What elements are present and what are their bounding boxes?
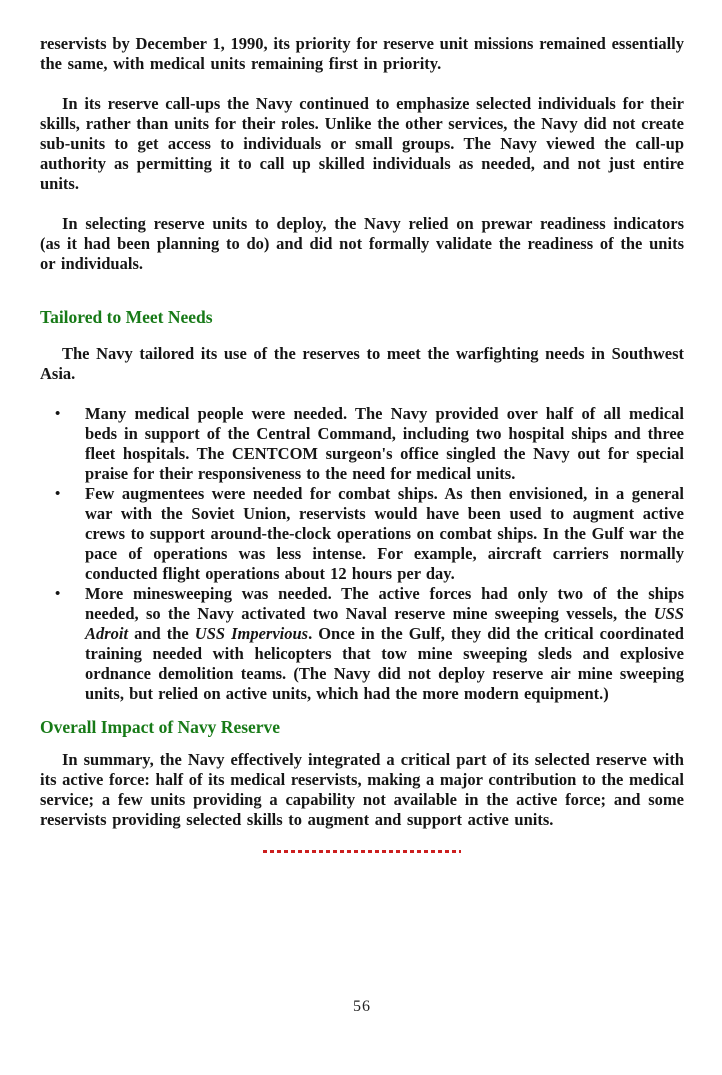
page-number: 56 xyxy=(353,998,371,1015)
bullet-text-medical: Many medical people were needed. The Navy provided over half of all medical beds in support of the Central Command, including two hospital ships and three fleet hospitals. The CENTCOM surgeon's office singled the Navy out for special praise for their responsiveness to the need for medical units. xyxy=(85,404,684,483)
dashed-separator xyxy=(263,850,461,853)
bullet-text-augmentees: Few augmentees were needed for combat ships. As then envisioned, in a general war with the Soviet Union, reservists would have been used to augment active crews to support around-the-clock operations on combat ships. In the Gulf war the pace of operations was less intense. For example, aircraft carriers normally conducted flight operations about 12 hours per day. xyxy=(85,484,684,583)
bullet-icon: • xyxy=(55,406,61,422)
section-heading-tailored: Tailored to Meet Needs xyxy=(40,307,213,327)
paragraph-call-ups: In its reserve call-ups the Navy continued to emphasize selected individuals for their skills, rather than units for their roles. Unlike the other services, the Navy did not create sub-units to get access to individuals or small groups. The Navy viewed the call-up authority as permitting it to call up skilled individuals as needed, and not just entire units. xyxy=(40,94,684,193)
bullet-list xyxy=(55,404,684,704)
bullet-icon: • xyxy=(55,586,61,602)
bullet-text-minesweeping: More minesweeping was needed. The active forces had only two of the ships needed, so the Navy activated two Naval reserve mine sweeping vessels, the USS Adroit and the USS Impervious. Once in the Gulf, they did the critical coordinated training needed with helicopters that tow mine sweeping sleds and explosive ordnance demolition teams. (The Navy did not deploy reserve air mine sweeping units, but relied on active units, which had the more modern equipment.) xyxy=(85,584,684,703)
section-heading-overall-impact: Overall Impact of Navy Reserve xyxy=(40,717,281,737)
bullet-icon: • xyxy=(55,486,61,502)
paragraph-summary: In summary, the Navy effectively integrated a critical part of its selected reserve with its active force: half of its medical reservists, making a major contribution to the medical service; a few units providing a capability not available in the active force; and some reservists providing selected skills to augment and support active units. xyxy=(40,750,684,829)
paragraph-continuation: reservists by December 1, 1990, its priority for reserve unit missions remained essentially the same, with medical units remaining first in priority. xyxy=(40,34,684,73)
list-item-minesweeping xyxy=(55,584,684,704)
paragraph-tailored-intro: The Navy tailored its use of the reserves to meet the warfighting needs in Southwest Asia. xyxy=(40,344,684,383)
paragraph-selecting-units: In selecting reserve units to deploy, the Navy relied on prewar readiness indicators (as it had been planning to do) and did not formally validate the readiness of the units or individuals. xyxy=(40,214,684,273)
list-item-augmentees xyxy=(55,484,684,584)
list-item-medical xyxy=(55,404,684,484)
